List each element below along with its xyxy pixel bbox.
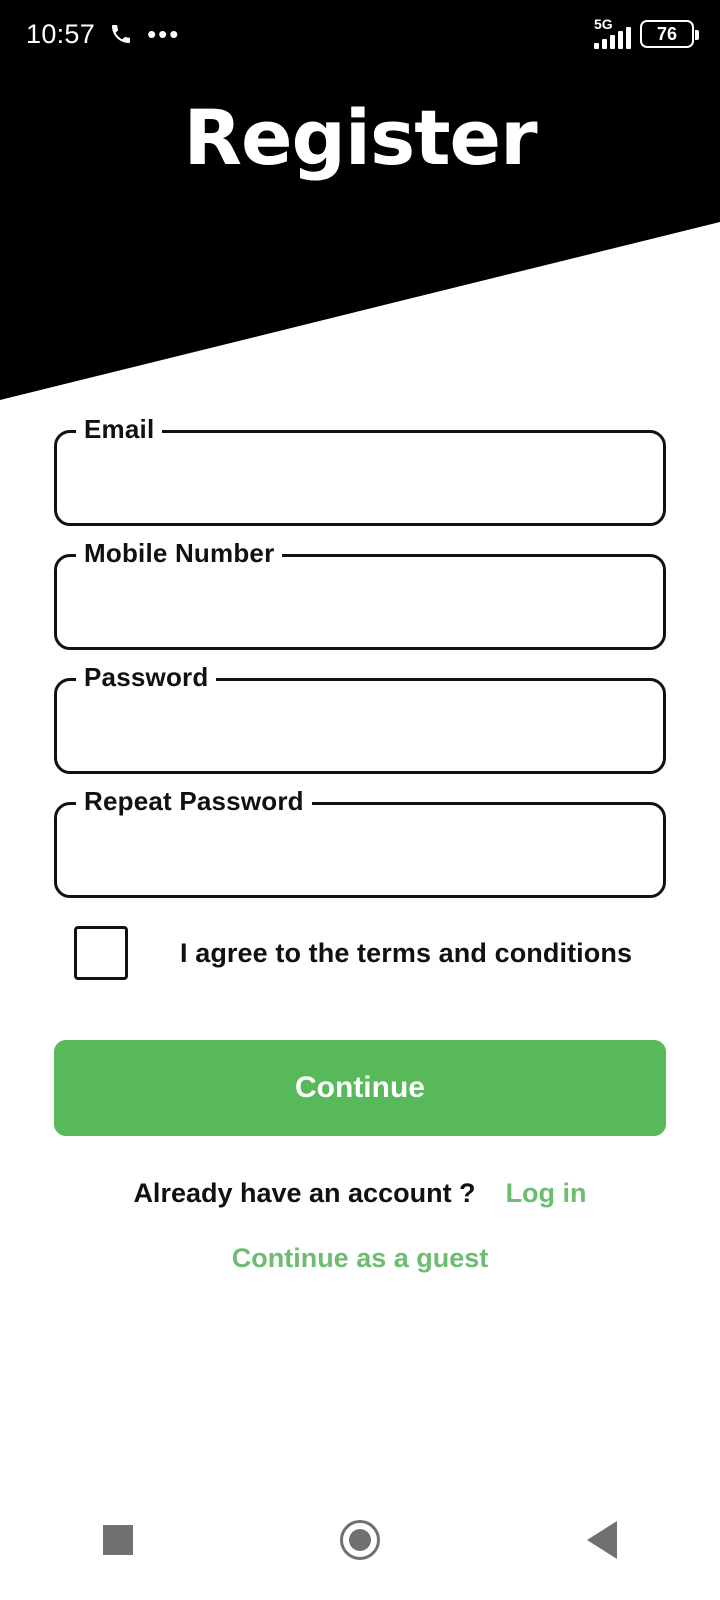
status-bar-left xyxy=(26,19,180,50)
email-field-label: Email xyxy=(76,414,162,445)
home-circle-icon[interactable] xyxy=(340,1520,380,1560)
phone-icon xyxy=(109,22,133,46)
repeat-password-field-group xyxy=(54,786,666,898)
battery-level-label: 76 xyxy=(656,24,678,44)
terms-label: I agree to the terms and conditions xyxy=(180,937,633,968)
status-time: 10:57 xyxy=(26,18,96,49)
mobile-number-field-label: Mobile Number xyxy=(76,538,282,569)
continue-as-guest-link[interactable]: Continue as a guest xyxy=(231,1243,489,1273)
ellipsis-icon: ••• xyxy=(147,19,181,49)
recents-square-icon[interactable] xyxy=(103,1525,133,1555)
status-bar xyxy=(0,0,720,68)
android-nav-bar xyxy=(0,1480,720,1600)
signal-bars-icon xyxy=(594,16,631,49)
login-prompt-row xyxy=(54,1178,666,1209)
login-link[interactable]: Log in xyxy=(505,1178,587,1208)
email-field-group xyxy=(54,414,666,526)
back-triangle-icon[interactable] xyxy=(587,1521,617,1559)
register-form xyxy=(54,414,666,1274)
account-prompt-label: Already have an account ? xyxy=(133,1178,476,1208)
page-title: Register xyxy=(183,93,537,182)
network-type-label: 5G xyxy=(594,16,613,32)
status-bar-right xyxy=(594,16,694,49)
terms-checkbox[interactable] xyxy=(74,926,128,980)
repeat-password-field-label: Repeat Password xyxy=(76,786,312,817)
terms-row xyxy=(74,926,666,980)
mobile-number-field-group xyxy=(54,538,666,650)
battery-icon xyxy=(640,20,694,48)
password-field-label: Password xyxy=(76,662,216,693)
continue-button[interactable]: Continue xyxy=(54,1040,666,1136)
password-field-group xyxy=(54,662,666,774)
